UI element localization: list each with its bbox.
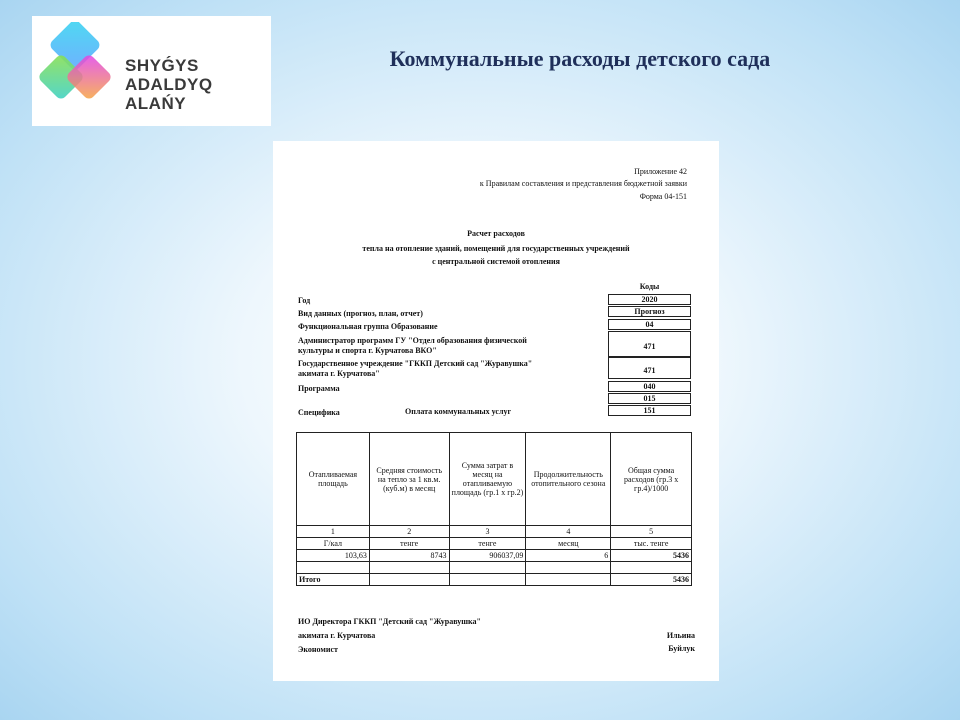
value-cell: 8743 (369, 550, 449, 562)
table-row (297, 538, 692, 550)
code-program: 040 (608, 381, 691, 392)
code-subprogram: 015 (608, 393, 691, 404)
col-number: 1 (297, 526, 370, 538)
value-cell: 103,63 (297, 550, 370, 562)
calculation-table (296, 432, 692, 586)
signature-line-1: ИО Директора ГККП "Детский сад "Журавушка" (298, 617, 481, 626)
doc-title-2: тепла на отопление зданий, помещений для государственных учреждений (362, 244, 630, 253)
logo-line-1: SHYǴYS (125, 56, 199, 75)
row-label-specific: Специфика (298, 408, 340, 417)
logo (32, 16, 271, 126)
table-row (297, 526, 692, 538)
row-label-year: Год (298, 296, 311, 305)
signature-name-2: Буйлук (668, 644, 695, 653)
appendix-rules: к Правилам составления и представления бюджетной заявки (479, 179, 687, 188)
row-label-program: Программа (298, 384, 340, 393)
slide-title: Коммунальные расходы детского сада (389, 46, 771, 71)
logo-diamonds-icon (38, 22, 118, 114)
value-cell: 6 (526, 550, 611, 562)
unit-cell: тенге (369, 538, 449, 550)
row-label-data-type: Вид данных (прогноз, план, отчет) (298, 309, 423, 318)
unit-cell: тенге (449, 538, 526, 550)
total-label: Итого (297, 574, 370, 586)
signature-name-1: Ильина (666, 631, 695, 640)
row-label-func-group: Функциональная группа Образование (298, 322, 438, 331)
signature-role-2: Экономист (298, 645, 338, 654)
logo-text (125, 56, 271, 113)
signature-line-2: акимата г. Курчатова (298, 631, 376, 640)
header-total-sum: Общая сумма расходов (гр.3 х гр.4)/1000 (611, 433, 692, 526)
code-data-type: Прогноз (608, 306, 691, 317)
doc-title-1: Расчет расходов (467, 229, 525, 238)
row-label-admin-2: культуры и спорта г. Курчатова ВКО" (298, 346, 437, 355)
row-label-admin: Администратор программ ГУ "Отдел образования физической (298, 336, 527, 345)
value-cell: 906037,09 (449, 550, 526, 562)
code-institution: 471 (608, 357, 691, 379)
table-row (297, 562, 692, 574)
table-header-row (297, 433, 692, 526)
code-admin: 471 (608, 331, 691, 357)
specific-description: Оплата коммунальных услуг (405, 407, 512, 416)
code-specific: 151 (608, 405, 691, 416)
col-number: 5 (611, 526, 692, 538)
header-season-length: Продолжительность отопительного сезона (526, 433, 611, 526)
unit-cell: Г/кал (297, 538, 370, 550)
unit-cell: тыс. тенге (611, 538, 692, 550)
col-number: 3 (449, 526, 526, 538)
table-total-row (297, 574, 692, 586)
document-page (273, 141, 719, 681)
logo-line-2: ADALDYQ ALAŃY (125, 75, 213, 113)
codes-header: Коды (639, 282, 660, 291)
appendix-number: Приложение 42 (634, 167, 687, 176)
header-monthly-sum: Сумма затрат в месяц на отапливаемую площадь (гр.1 х гр.2) (449, 433, 526, 526)
row-label-institution: Государственное учреждение "ГККП Детский сад "Журавушка" (298, 359, 533, 368)
value-cell: 5436 (611, 550, 692, 562)
table-row (297, 550, 692, 562)
code-year: 2020 (608, 294, 691, 305)
header-avg-cost: Средняя стоимость на тепло за 1 кв.м. (куб.м) в месяц (369, 433, 449, 526)
unit-cell: месяц (526, 538, 611, 550)
row-label-institution-2: акимата г. Курчатова" (298, 369, 380, 378)
doc-title-3: с центральной системой отопления (432, 257, 560, 266)
col-number: 4 (526, 526, 611, 538)
total-value: 5436 (611, 574, 692, 586)
col-number: 2 (369, 526, 449, 538)
header-heated-area: Отапливаемая площадь (297, 433, 370, 526)
code-func-group: 04 (608, 319, 691, 330)
form-number: Форма 04-151 (639, 192, 687, 201)
